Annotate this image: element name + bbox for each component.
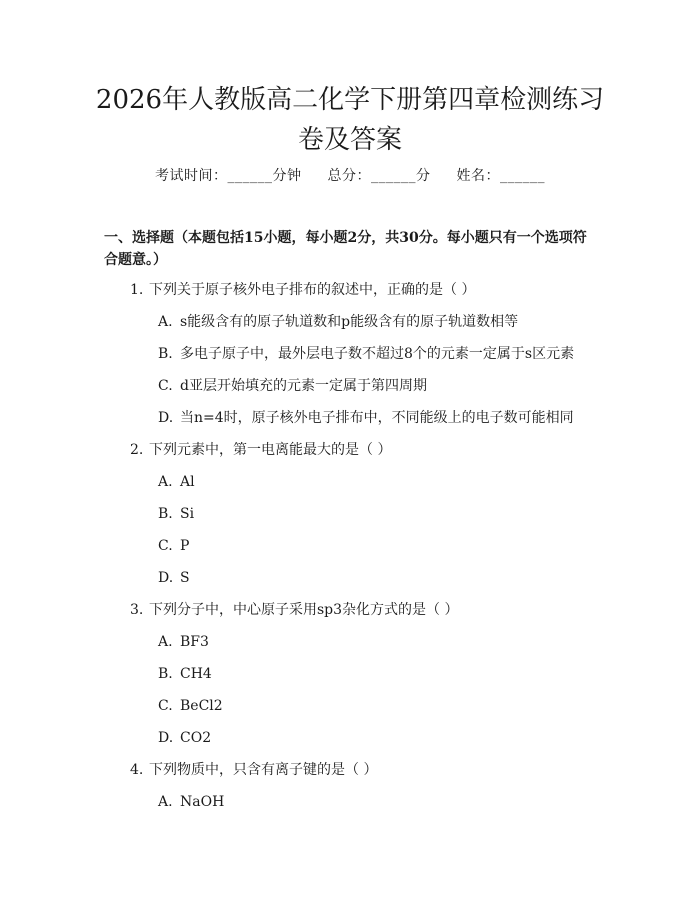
option-text: S <box>180 570 190 586</box>
question-3-option-c <box>158 696 223 716</box>
option-text: BeCl2 <box>180 698 223 714</box>
question-number: 3. <box>130 602 144 618</box>
option-letter: C. <box>158 538 173 554</box>
question-1-option-a <box>158 312 518 332</box>
question-number: 4. <box>130 762 144 778</box>
option-text: BF3 <box>180 634 209 650</box>
option-letter: A. <box>158 634 173 650</box>
question-2-option-d <box>158 568 190 588</box>
section-heading: 一、选择题（本题包括15小题，每小题2分，共30分。每小题只有一个选项符合题意。） <box>104 230 587 268</box>
option-letter: A. <box>158 474 173 490</box>
option-letter: D. <box>158 730 174 746</box>
question-stem: 下列物质中，只含有离子键的是（ ） <box>149 762 378 778</box>
student-name-field: 姓名：______ <box>456 168 545 184</box>
total-score-field: 总分：______分 <box>327 168 431 184</box>
exam-info-line <box>0 165 700 187</box>
option-letter: B. <box>158 506 173 522</box>
option-text: CO2 <box>180 730 212 746</box>
option-text: Si <box>180 506 195 522</box>
question-4 <box>130 760 377 780</box>
option-letter: D. <box>158 410 174 426</box>
question-number: 2. <box>130 442 144 458</box>
question-stem: 下列元素中，第一电离能最大的是（ ） <box>149 442 392 458</box>
option-letter: A. <box>158 794 173 810</box>
question-2-option-a <box>158 472 195 492</box>
option-text: NaOH <box>180 794 225 810</box>
option-letter: A. <box>158 314 173 330</box>
question-2 <box>130 440 391 460</box>
question-1 <box>130 280 475 300</box>
option-text: P <box>180 538 190 554</box>
option-letter: B. <box>158 666 173 682</box>
option-letter: B. <box>158 346 173 362</box>
question-4-option-a <box>158 792 224 812</box>
option-text: 多电子原子中，最外层电子数不超过8个的元素一定属于s区元素 <box>180 346 575 362</box>
exam-time-field: 考试时间：______分钟 <box>155 168 302 184</box>
option-text: Al <box>180 474 195 490</box>
question-1-option-c <box>158 376 427 396</box>
question-number: 1. <box>130 282 144 298</box>
question-2-option-c <box>158 536 189 556</box>
option-text: s能级含有的原子轨道数和p能级含有的原子轨道数相等 <box>180 314 519 330</box>
question-1-option-b <box>158 344 574 364</box>
option-text: d亚层开始填充的元素一定属于第四周期 <box>180 378 427 394</box>
option-text: 当n=4时，原子核外电子排布中，不同能级上的电子数可能相同 <box>180 410 574 426</box>
question-1-option-d <box>158 408 574 428</box>
question-stem: 下列分子中，中心原子采用sp3杂化方式的是（ ） <box>149 602 459 618</box>
option-text: CH4 <box>180 666 212 682</box>
question-3-option-a <box>158 632 209 652</box>
option-letter: D. <box>158 570 174 586</box>
question-stem: 下列关于原子核外电子排布的叙述中，正确的是（ ） <box>149 282 476 298</box>
option-letter: C. <box>158 698 173 714</box>
option-letter: C. <box>158 378 173 394</box>
page-title: 2026年人教版高二化学下册第四章检测练习卷及答案 <box>95 85 605 155</box>
question-3-option-d <box>158 728 211 748</box>
question-3-option-b <box>158 664 212 684</box>
question-3 <box>130 600 459 620</box>
question-2-option-b <box>158 504 194 524</box>
